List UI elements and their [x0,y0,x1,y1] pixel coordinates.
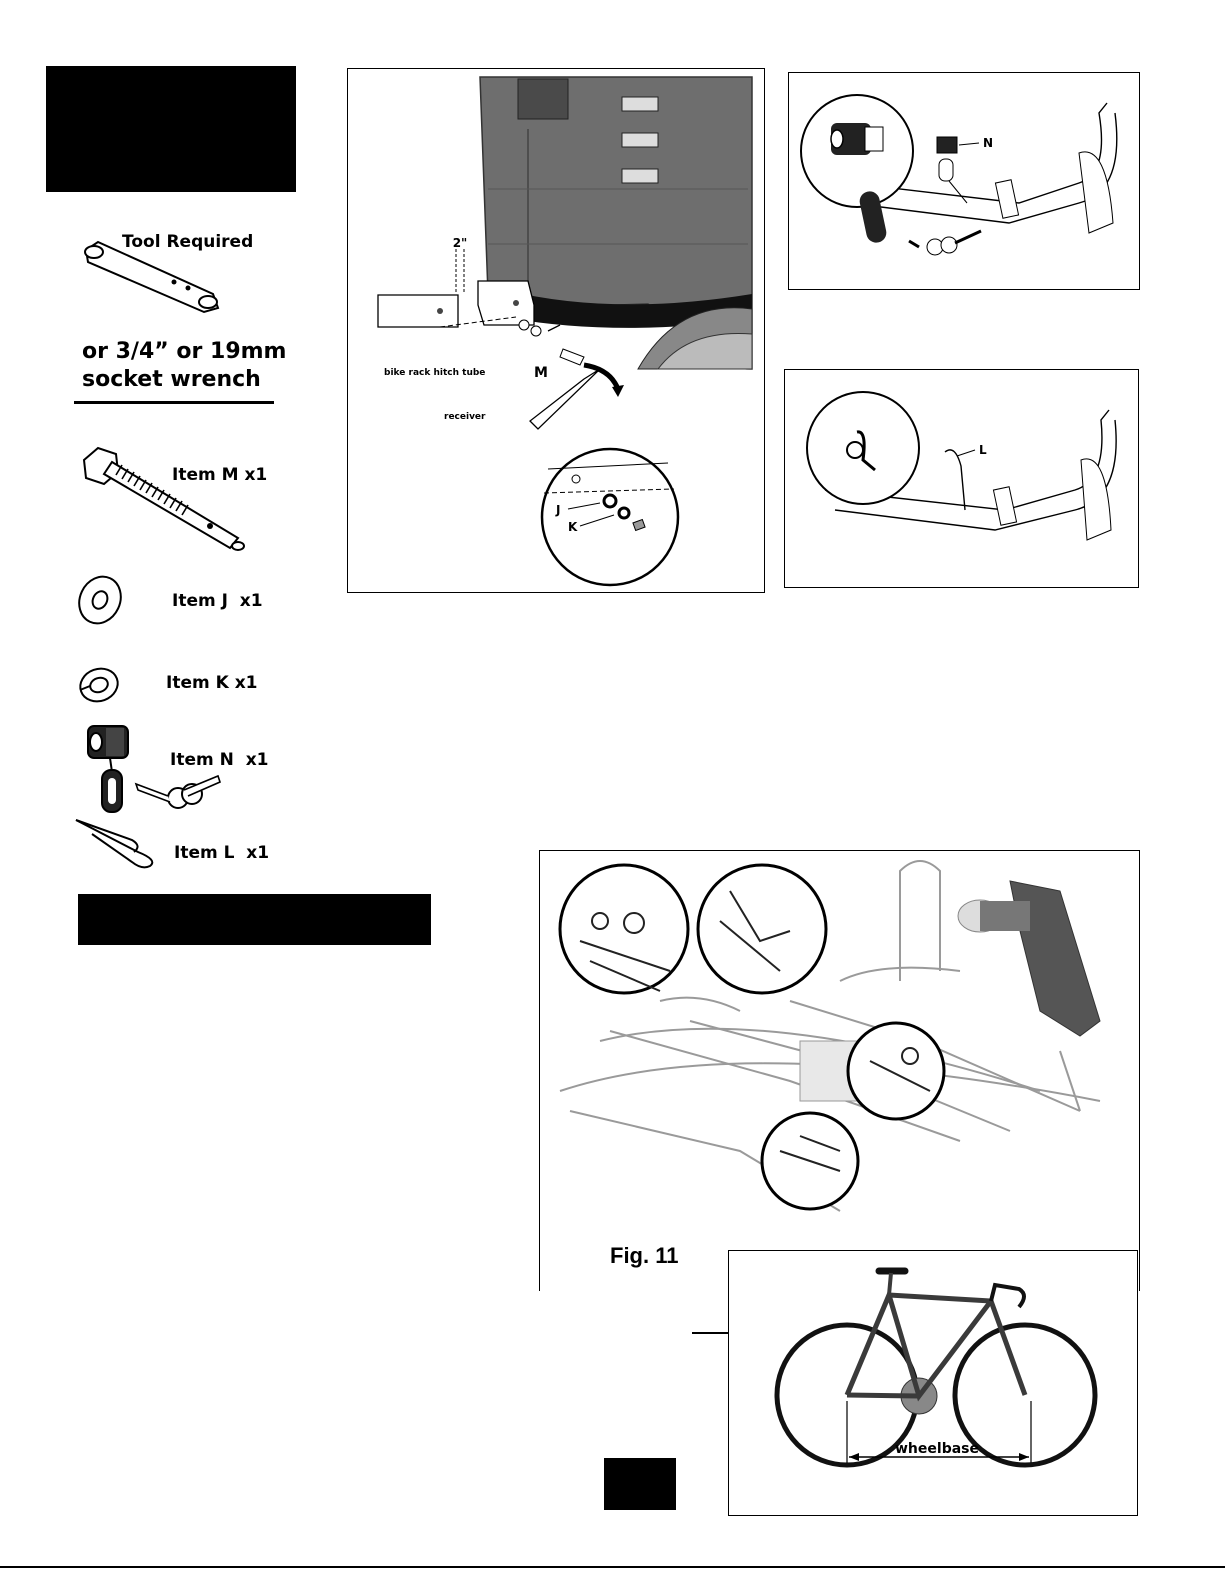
bolt-illustration [78,440,253,555]
lock-install-figure [788,72,1140,290]
lock-n-label: N [983,136,994,150]
bike-wheelbase-figure [728,1250,1138,1516]
lock-washer-icon [76,664,122,706]
pin-install-figure [784,369,1139,588]
lock-illustration [80,720,225,820]
hairpin-illustration [72,812,162,870]
hitch-tube-label: bike rack hitch tube [384,368,486,378]
section-heading-bar [78,894,431,945]
bottom-rule [0,1566,1225,1568]
hairpin-clip-icon [72,812,162,870]
section-header-box [46,66,296,192]
padlock-icon [80,720,225,820]
lock-washer-k-label: K [568,520,578,534]
item-l-label: Item L x1 [174,843,270,863]
leader-line [692,1332,730,1334]
hitch-install-figure [347,68,765,593]
wheelbase-label: wheelbase [895,1441,979,1457]
item-m-label: Item M x1 [172,465,268,485]
receiver-label: receiver [444,412,486,422]
divider [74,401,274,404]
item-n-label: Item N x1 [170,750,269,770]
washer-j-label: J [556,503,561,517]
item-k-label: Item K x1 [166,673,258,693]
alt-tool-line1: or 3/4” or 19mm [82,339,287,364]
fig11-figure [539,850,1140,1291]
item-j-label: Item J x1 [172,591,263,611]
bolt-m-label: M [534,365,548,381]
lock-washer-illustration [76,664,122,706]
fig11-caption: Fig. 11 [610,1243,679,1268]
bolt-icon [78,440,253,555]
washer-illustration [76,574,124,626]
dimension-label: 2" [452,236,468,250]
washer-icon [76,574,124,626]
pin-l-label: L [979,443,987,457]
page-number-box [604,1458,676,1510]
alt-tool-line2: socket wrench [82,367,261,392]
alt-tool-text [82,338,286,394]
tool-required-label: Tool Required [122,232,254,252]
